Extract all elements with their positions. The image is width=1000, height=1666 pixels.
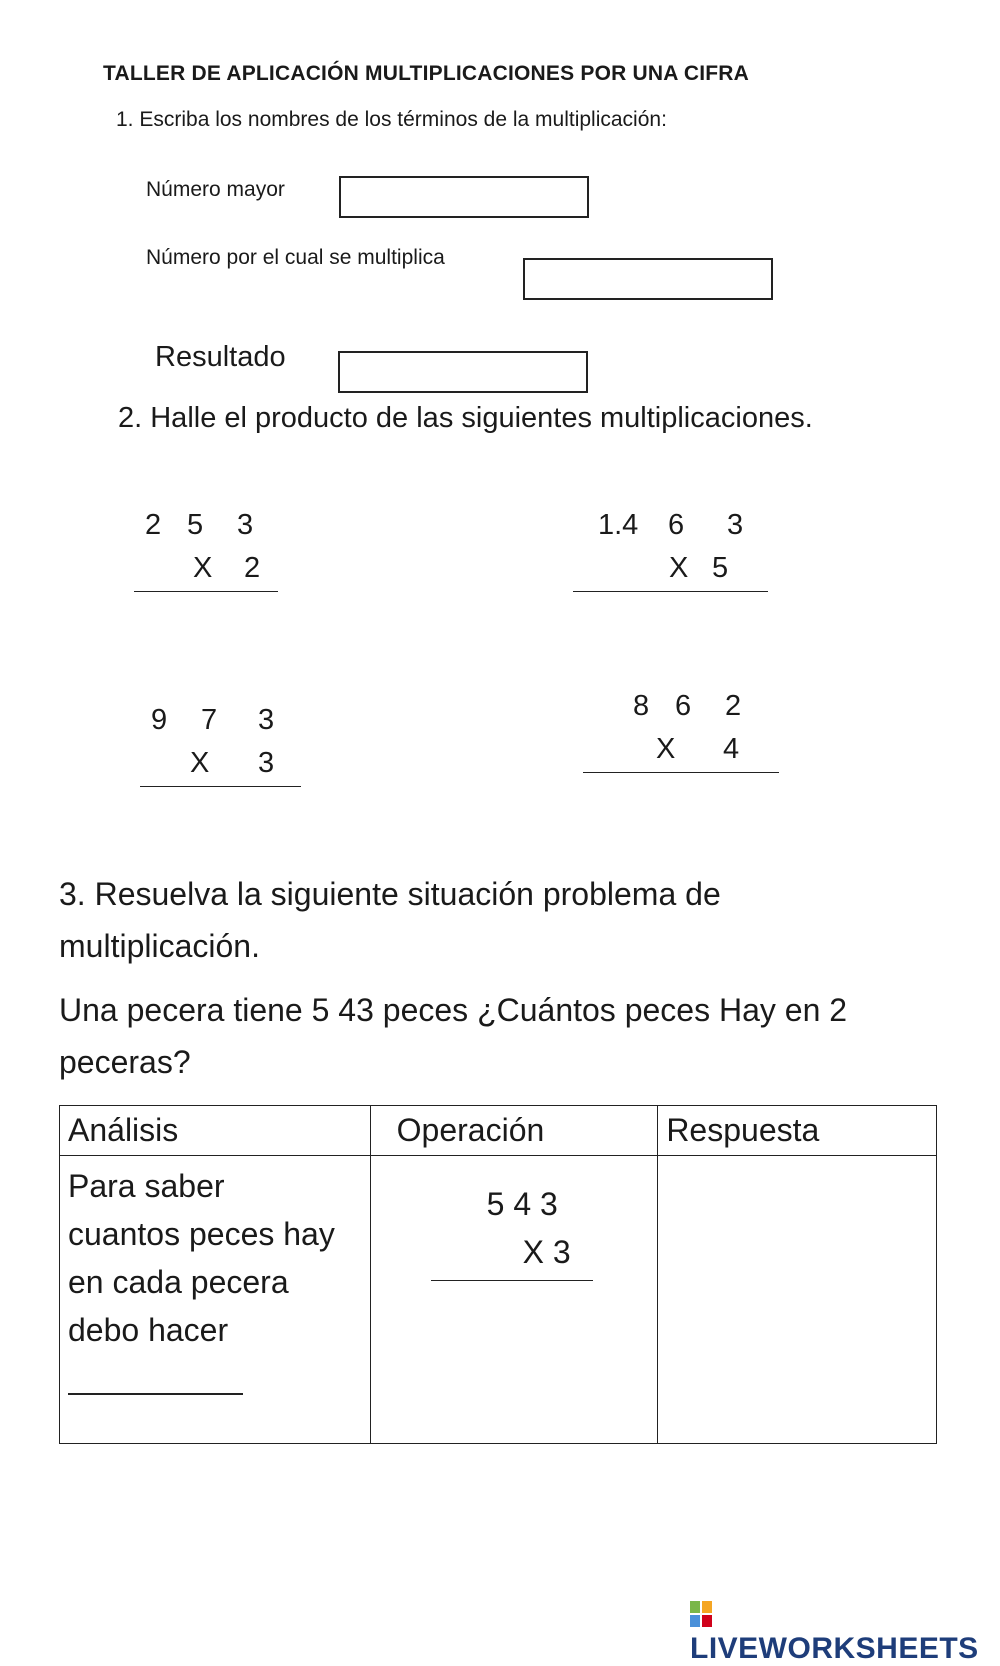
analysis-cell (60, 1156, 371, 1444)
answer-area-1463x5[interactable] (573, 598, 768, 638)
multiplier: 2 (244, 552, 261, 584)
brand-name: LIVEWORKSHEETS (690, 1632, 979, 1665)
operation-top: 5 4 3 (486, 1186, 558, 1222)
operation-multiplier: X 3 (522, 1234, 571, 1270)
digit: 2 (145, 509, 162, 541)
multiplier: 3 (258, 747, 275, 779)
answer-cell[interactable] (658, 1156, 937, 1444)
analysis-line: en cada pecera (68, 1264, 289, 1300)
times-sign: X (190, 747, 210, 779)
result-line (573, 591, 768, 592)
multiplier: 5 (712, 552, 729, 584)
answer-area-253x2[interactable] (134, 598, 278, 638)
solution-table (59, 1105, 937, 1444)
result-line (134, 591, 278, 592)
digit: 8 (633, 690, 650, 722)
digit: 7 (201, 704, 218, 736)
digit: 2 (725, 690, 742, 722)
times-sign: X (193, 552, 213, 584)
q3-problem-line1: Una pecera tiene 5 43 peces ¿Cuántos peces Hay en 2 (59, 992, 848, 1028)
operation-answer-area[interactable] (431, 1288, 593, 1332)
q3-prompt-line1: 3. Resuelva la siguiente situación problema de (59, 876, 721, 912)
header-analisis: Análisis (60, 1106, 371, 1156)
field-label-numero-mayor: Número mayor (146, 178, 285, 201)
multiplier: 4 (723, 733, 740, 765)
header-operacion: Operación (370, 1106, 658, 1156)
q3-prompt-line2: multiplicación. (59, 928, 260, 964)
operation-result-line (431, 1280, 593, 1281)
analysis-line: Para saber (68, 1168, 225, 1204)
answer-area-862x4[interactable] (583, 779, 779, 819)
digit: 6 (668, 509, 685, 541)
q2-prompt: 2. Halle el producto de las siguientes multiplicaciones. (118, 402, 813, 434)
q1-prompt: 1. Escriba los nombres de los términos de la multiplicación: (116, 108, 667, 131)
digit: 3 (258, 704, 275, 736)
result-line (140, 786, 301, 787)
field-label-multiplicador: Número por el cual se multiplica (146, 246, 445, 269)
digit: 3 (237, 509, 254, 541)
multiplicador-input[interactable] (523, 258, 773, 300)
digit: 6 (675, 690, 692, 722)
header-respuesta: Respuesta (658, 1106, 937, 1156)
digit: 9 (151, 704, 168, 736)
field-label-resultado: Resultado (155, 341, 286, 373)
analysis-line: cuantos peces hay (68, 1216, 335, 1252)
operation-cell (370, 1156, 658, 1444)
analysis-line: debo hacer (68, 1312, 229, 1348)
worksheet-title: TALLER DE APLICACIÓN MULTIPLICACIONES POR UNA CIFRA (103, 62, 750, 85)
numero-mayor-input[interactable] (339, 176, 589, 218)
liveworksheets-logo-icon (690, 1601, 712, 1627)
answer-area-973x3[interactable] (140, 793, 301, 833)
times-sign: X (669, 552, 689, 584)
resultado-input[interactable] (338, 351, 588, 393)
times-sign: X (656, 733, 676, 765)
analysis-blank-input[interactable] (68, 1377, 243, 1395)
digit: 5 (187, 509, 204, 541)
q3-problem-line2: peceras? (59, 1044, 191, 1080)
digit: 3 (727, 509, 744, 541)
result-line (583, 772, 779, 773)
digit: 1.4 (598, 509, 639, 541)
liveworksheets-logo (690, 1598, 1000, 1666)
